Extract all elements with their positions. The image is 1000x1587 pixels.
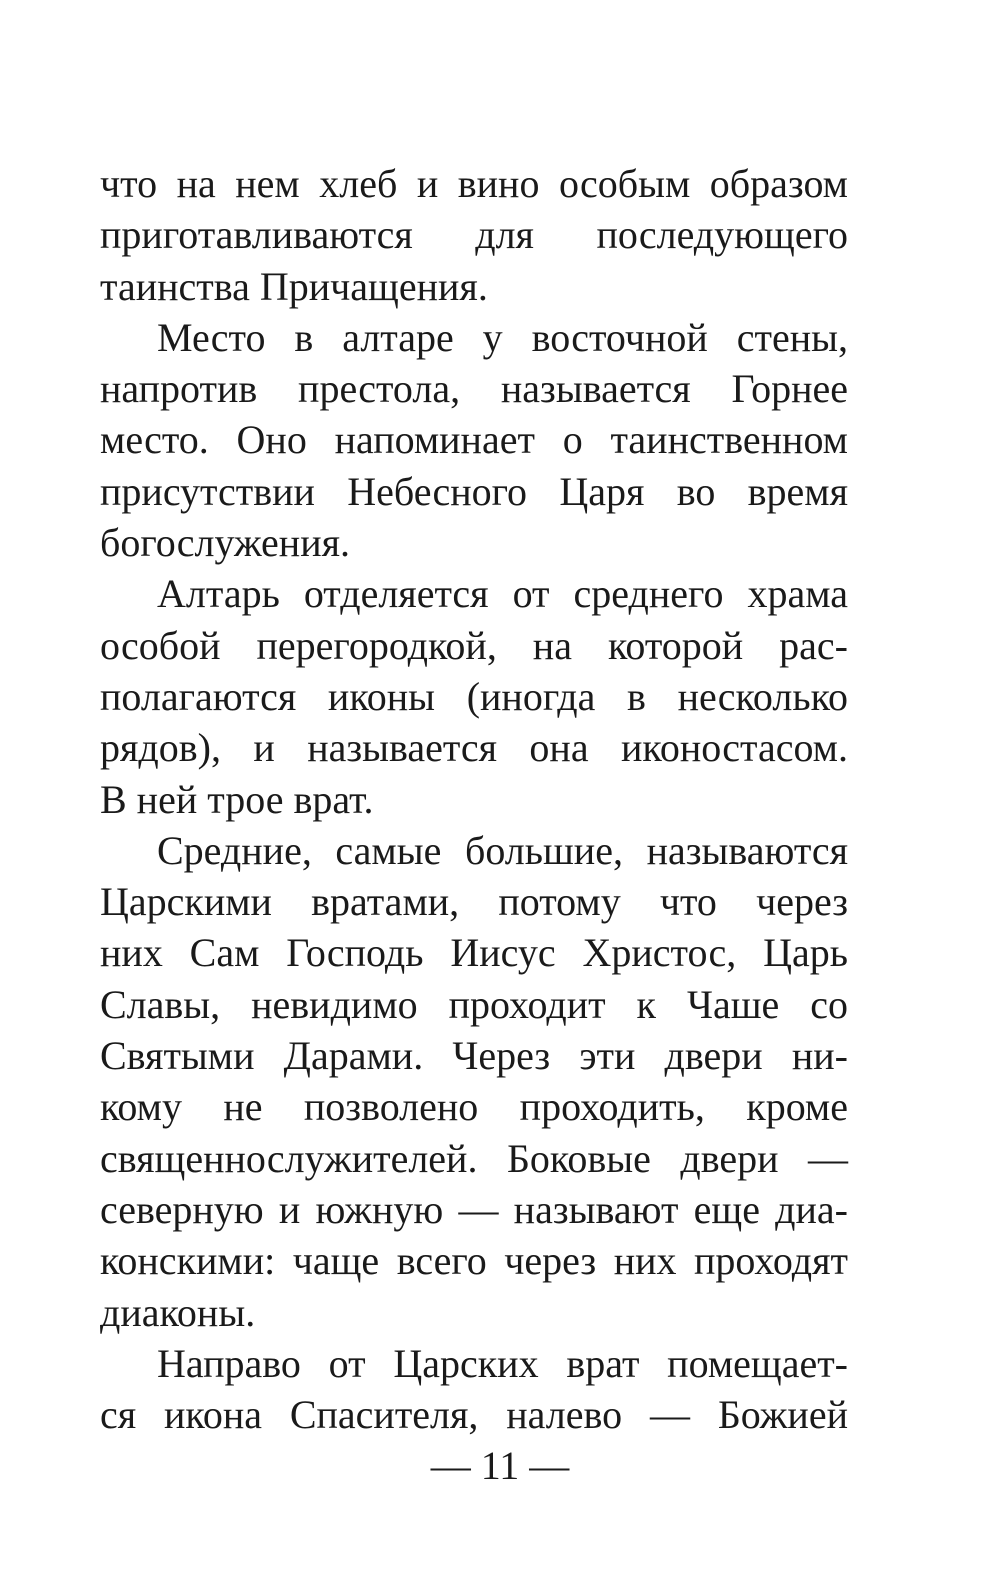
text-line: Алтарь отделяется от среднего храма bbox=[157, 571, 848, 617]
text-line: место. Оно напоминает о таинственном bbox=[100, 417, 848, 463]
text-line: особой перегородкой, на которой рас- bbox=[100, 622, 848, 668]
text-line: Направо от Царских врат помещает- bbox=[157, 1340, 848, 1386]
text-line: Царскими вратами, потому что через bbox=[100, 879, 848, 925]
text-line: Славы, невидимо проходит к Чаше со bbox=[100, 981, 848, 1027]
text-line: что на нем хлеб и вино особым образом bbox=[100, 161, 848, 206]
paragraph-5 bbox=[100, 1338, 848, 1441]
text-line: Святыми Дарами. Через эти двери ни- bbox=[100, 1033, 848, 1079]
paragraph-2 bbox=[100, 312, 848, 568]
text-line: приготавливаются для последующего bbox=[100, 212, 848, 258]
text-line: ся икона Спасителя, налево — Божией bbox=[100, 1392, 848, 1438]
text-line: Место в алтаре у восточной стены, bbox=[157, 314, 848, 360]
paragraph-4 bbox=[100, 825, 848, 1338]
paragraph-3 bbox=[100, 568, 848, 824]
text-line: северную и южную — называют еще диа- bbox=[100, 1186, 848, 1232]
page-text bbox=[100, 158, 848, 1440]
page-number: — 11 — bbox=[430, 1443, 570, 1488]
text-line: таинства Причащения. bbox=[100, 263, 488, 309]
text-line: напротив престола, называется Горнее bbox=[100, 366, 848, 412]
text-line: них Сам Господь Иисус Христос, Царь bbox=[100, 930, 848, 976]
text-line: священнослужителей. Боковые двери — bbox=[100, 1135, 848, 1181]
text-line: Средние, самые большие, называются bbox=[157, 827, 848, 873]
text-line: конскими: чаще всего через них проходят bbox=[100, 1238, 848, 1284]
text-line: В ней трое врат. bbox=[100, 776, 374, 822]
text-line: кому не позволено проходить, кроме bbox=[100, 1084, 848, 1130]
text-line: диаконы. bbox=[100, 1289, 256, 1335]
paragraph-1 bbox=[100, 158, 848, 312]
text-line: полагаются иконы (иногда в несколько bbox=[100, 673, 848, 719]
text-line: присутствии Небесного Царя во время bbox=[100, 468, 848, 514]
text-line: богослужения. bbox=[100, 520, 351, 566]
text-line: рядов), и называется она иконостасом. bbox=[100, 725, 848, 771]
